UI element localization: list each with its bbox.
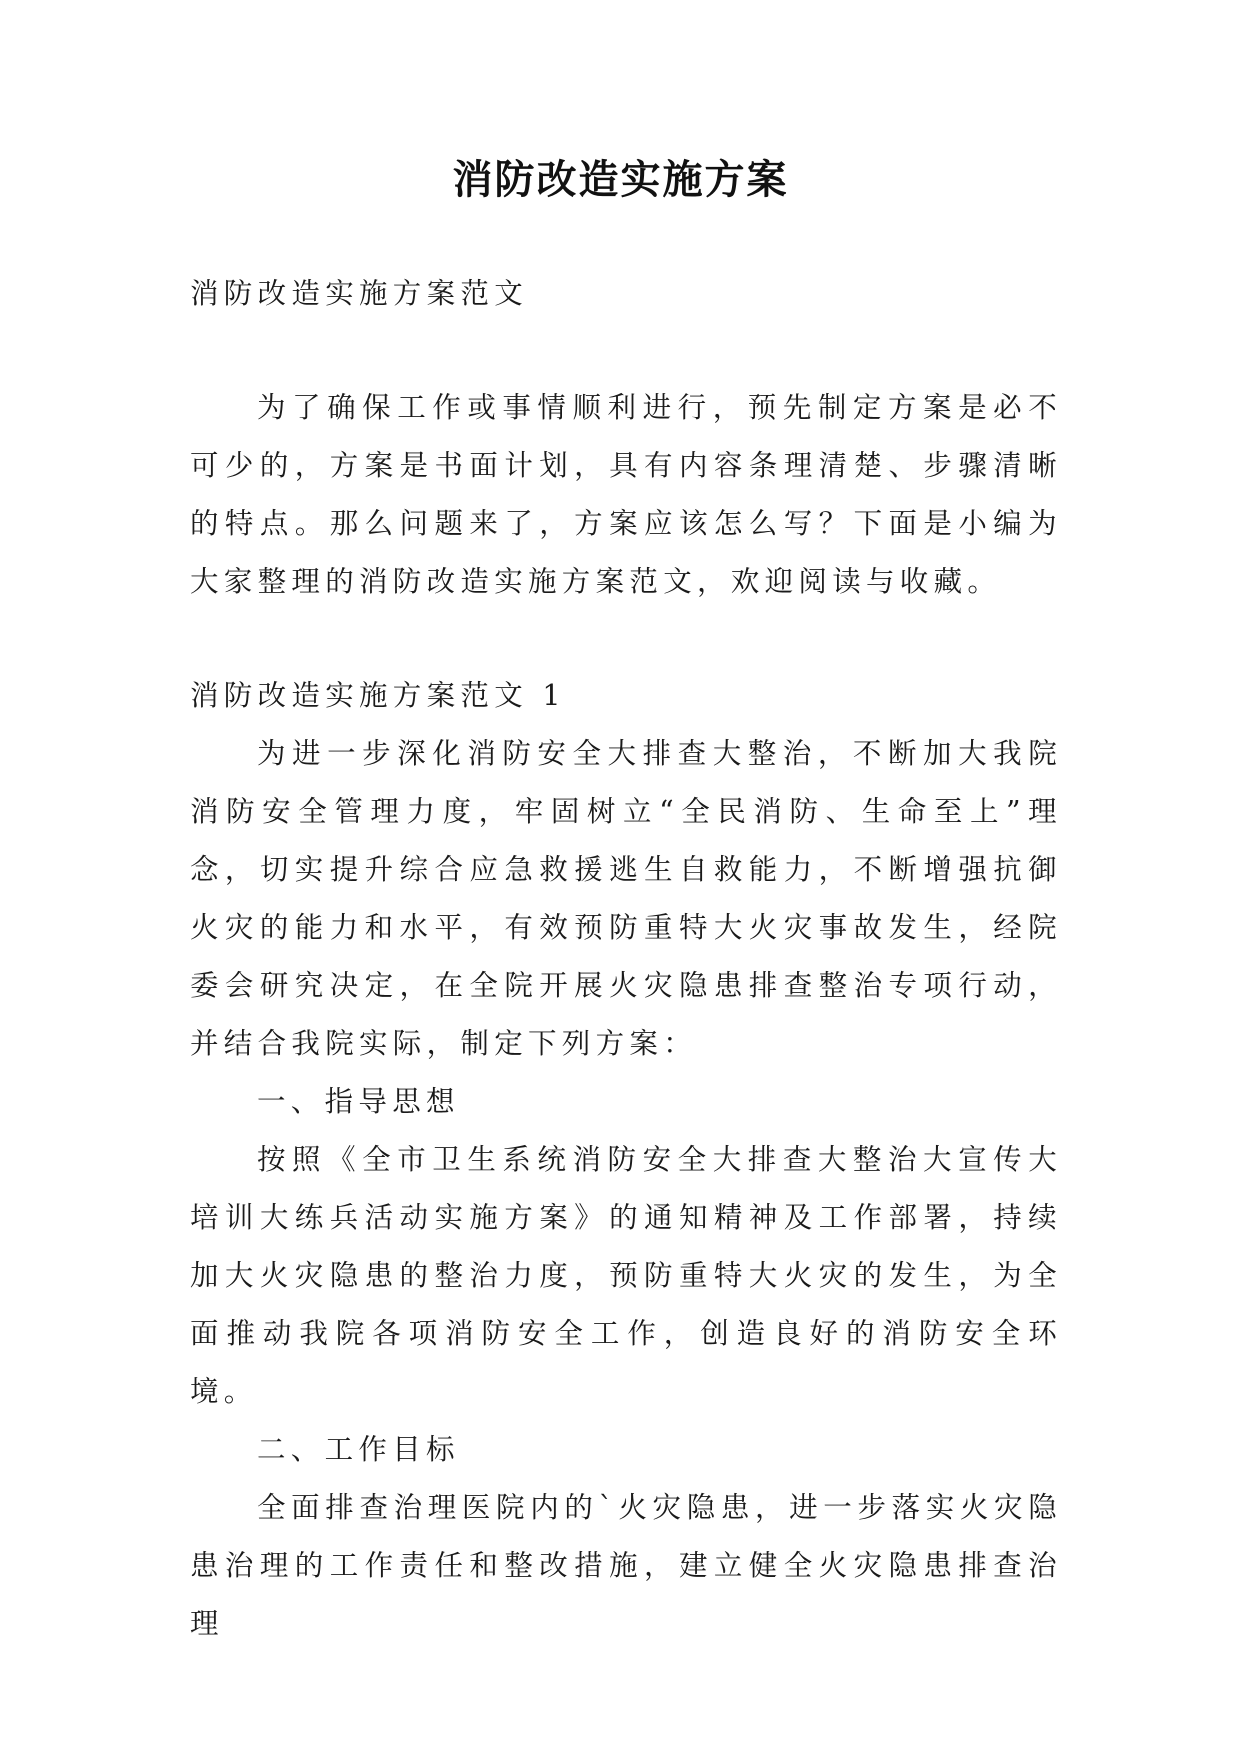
heading-guiding-ideology: 一、指导思想 xyxy=(257,1085,460,1118)
heading-work-goals: 二、工作目标 xyxy=(257,1433,460,1466)
section-heading: 消防改造实施方案范文 1 xyxy=(190,679,566,712)
document-title: 消防改造实施方案 xyxy=(452,157,789,203)
body-paragraph-1: 为进一步深化消防安全大排查大整治，不断加大我院消防安全管理力度，牢固树立“全民消防、生命至上”理念，切实提升综合应急救援逃生自救能力，不断增强抗御火灾的能力和水平，有效预防重特大火灾事故发生，经院委会研究决定，在全院开展火灾隐患排查整治专项行动，并结合我院实际，制定下列方案： xyxy=(190,737,1062,1060)
body-paragraph-2: 按照《全市卫生系统消防安全大排查大整治大宣传大培训大练兵活动实施方案》的通知精神及工作部署，持续加大火灾隐患的整治力度，预防重特大火灾的发生，为全面推动我院各项消防安全工作，创造良好的消防安全环境。 xyxy=(190,1143,1062,1408)
document-body xyxy=(190,265,1062,1653)
intro-paragraph: 为了确保工作或事情顺利进行，预先制定方案是必不可少的，方案是书面计划，具有内容条理清楚、步骤清晰的特点。那么问题来了，方案应该怎么写？下面是小编为大家整理的消防改造实施方案范文，欢迎阅读与收藏。 xyxy=(190,391,1062,598)
document-subtitle: 消防改造实施方案范文 xyxy=(190,277,529,310)
body-paragraph-3: 全面排查治理医院内的`火灾隐患，进一步落实火灾隐患治理的工作责任和整改措施，建立健全火灾隐患排查治理 xyxy=(190,1491,1062,1640)
